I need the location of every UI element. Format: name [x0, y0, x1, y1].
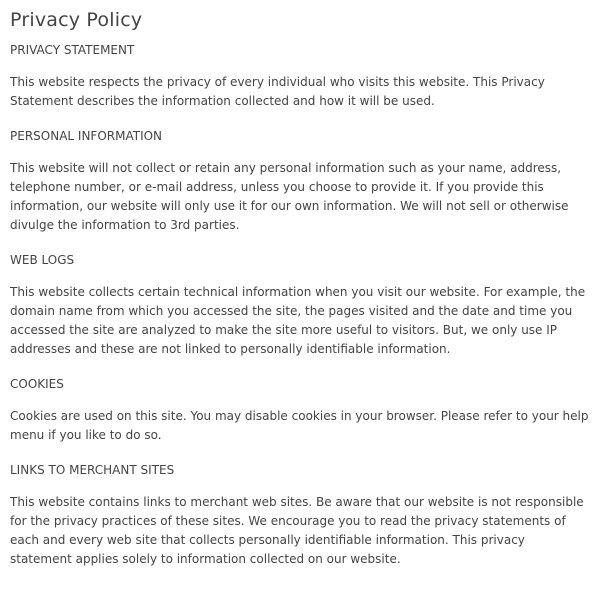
- section-cookies: [10, 375, 590, 445]
- section-heading: COOKIES: [10, 377, 64, 391]
- section-heading: WEB LOGS: [10, 253, 75, 267]
- section-heading: PERSONAL INFORMATION: [10, 129, 163, 143]
- section-body: Cookies are used on this site. You may disable cookies in your browser. Please refer to your help menu if you like to do so.: [10, 409, 589, 442]
- section-heading: PRIVACY STATEMENT: [10, 43, 135, 57]
- section-privacy-statement: [10, 41, 590, 111]
- section-body: This website collects certain technical information when you visit our website. For example, the domain name from which you accessed the site, the pages visited and the date and time you accessed the site are analyzed to make the site more useful to visitors. But, we only use IP addresses and these are not linked to personally identifiable information.: [10, 285, 586, 356]
- section-links-to-merchant-sites: [10, 461, 590, 569]
- section-web-logs: [10, 251, 590, 359]
- section-heading: LINKS TO MERCHANT SITES: [10, 463, 175, 477]
- section-body: This website respects the privacy of every individual who visits this website. This Privacy Statement describes the information collected and how it will be used.: [10, 75, 545, 108]
- page-title: Privacy Policy: [10, 9, 143, 31]
- section-body: This website will not collect or retain any personal information such as your name, address, telephone number, or e-mail address, unless you choose to provide it. If you provide this information, our website will only use it for our own information. We will not sell or otherwise divulge the information to 3rd parties.: [10, 161, 569, 232]
- section-body: This website contains links to merchant web sites. Be aware that our website is not responsible for the privacy practices of these sites. We encourage you to read the privacy statements of each and every web site that collects personally identifiable information. This privacy statement applies solely to information collected on our website.: [10, 495, 584, 566]
- section-personal-information: [10, 127, 590, 235]
